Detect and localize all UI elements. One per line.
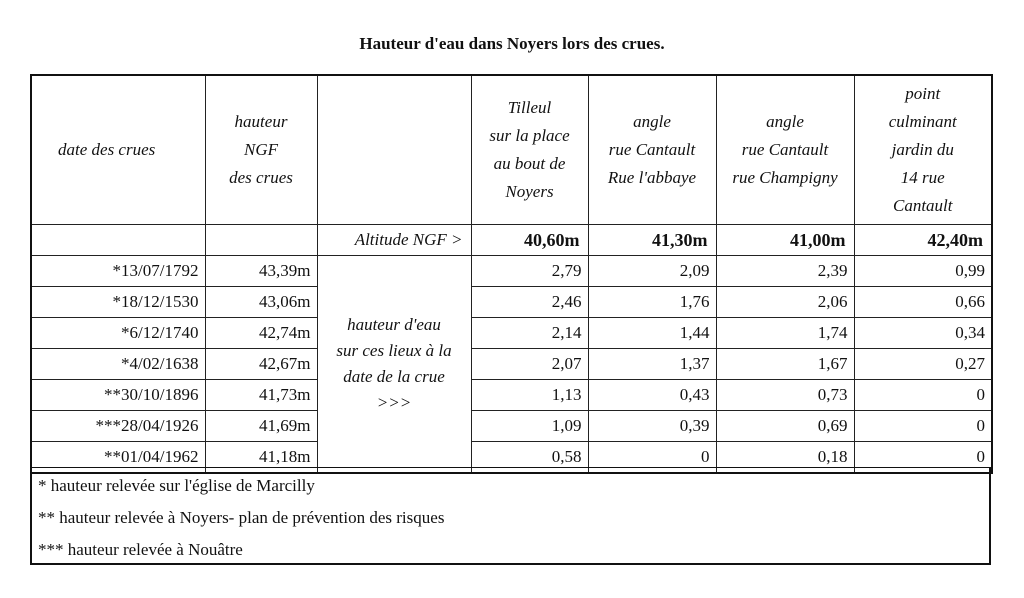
table-row [31,380,992,411]
altitude-empty-1 [31,225,205,256]
table-row [31,411,992,442]
flood-height: 41,73m [205,380,317,411]
header-blank [317,75,471,225]
header-date: date des crues [31,75,205,225]
merged-explanation: hauteur d'eau sur ces lieux à la date de la crue >>> [317,256,471,474]
water-depth: 0,43 [588,380,716,411]
water-depth: 0,99 [854,256,992,287]
footnote: * hauteur relevée sur l'église de Marcilly [38,476,315,495]
water-depth: 0 [854,442,992,474]
header-place-tilleul: Tilleul sur la place au bout de Noyers [471,75,588,225]
water-depth: 2,14 [471,318,588,349]
water-depth: 0,34 [854,318,992,349]
water-depth: 2,46 [471,287,588,318]
flood-height: 43,06m [205,287,317,318]
water-depth: 1,67 [716,349,854,380]
footnote: *** hauteur relevée à Nouâtre [38,540,243,559]
table-row [31,318,992,349]
water-depth: 0 [854,380,992,411]
altitude-value: 41,00m [716,225,854,256]
water-depth: 2,79 [471,256,588,287]
water-depth: 0 [588,442,716,474]
water-depth: 2,09 [588,256,716,287]
header-hauteur: hauteur NGF des crues [205,75,317,225]
water-depth: 1,13 [471,380,588,411]
water-depth: 1,37 [588,349,716,380]
water-depth: 1,09 [471,411,588,442]
flood-date: **01/04/1962 [31,442,205,474]
flood-height: 42,74m [205,318,317,349]
water-depth: 1,74 [716,318,854,349]
flood-date: *6/12/1740 [31,318,205,349]
flood-date: **30/10/1896 [31,380,205,411]
water-depth: 2,39 [716,256,854,287]
altitude-row [31,225,992,256]
water-depth: 0,39 [588,411,716,442]
altitude-empty-2 [205,225,317,256]
water-depth: 0,58 [471,442,588,474]
header-place-jardin: point culminant jardin du 14 rue Cantault [854,75,992,225]
header-place-champigny: angle rue Cantault rue Champigny [716,75,854,225]
flood-date: ***28/04/1926 [31,411,205,442]
flood-height: 42,67m [205,349,317,380]
flood-height: 41,18m [205,442,317,474]
table-row [31,349,992,380]
flood-date: *13/07/1792 [31,256,205,287]
header-place-abbaye: angle rue Cantault Rue l'abbaye [588,75,716,225]
water-depth: 1,44 [588,318,716,349]
water-depth: 0 [854,411,992,442]
altitude-value: 41,30m [588,225,716,256]
table-row [31,256,992,287]
table-row [31,287,992,318]
footnote: ** hauteur relevée à Noyers- plan de prévention des risques [38,508,445,527]
altitude-label: Altitude NGF > [317,225,471,256]
footnotes-box [30,467,991,565]
flood-date: *4/02/1638 [31,349,205,380]
flood-height: 43,39m [205,256,317,287]
water-depth: 0,18 [716,442,854,474]
water-depth: 0,66 [854,287,992,318]
flood-date: *18/12/1530 [31,287,205,318]
water-depth: 0,69 [716,411,854,442]
water-depth: 2,07 [471,349,588,380]
water-depth: 0,27 [854,349,992,380]
document-title: Hauteur d'eau dans Noyers lors des crues. [359,34,665,53]
flood-table [30,74,993,474]
water-depth: 1,76 [588,287,716,318]
header-row [31,75,992,225]
water-depth: 2,06 [716,287,854,318]
flood-height: 41,69m [205,411,317,442]
altitude-value: 42,40m [854,225,992,256]
altitude-value: 40,60m [471,225,588,256]
water-depth: 0,73 [716,380,854,411]
